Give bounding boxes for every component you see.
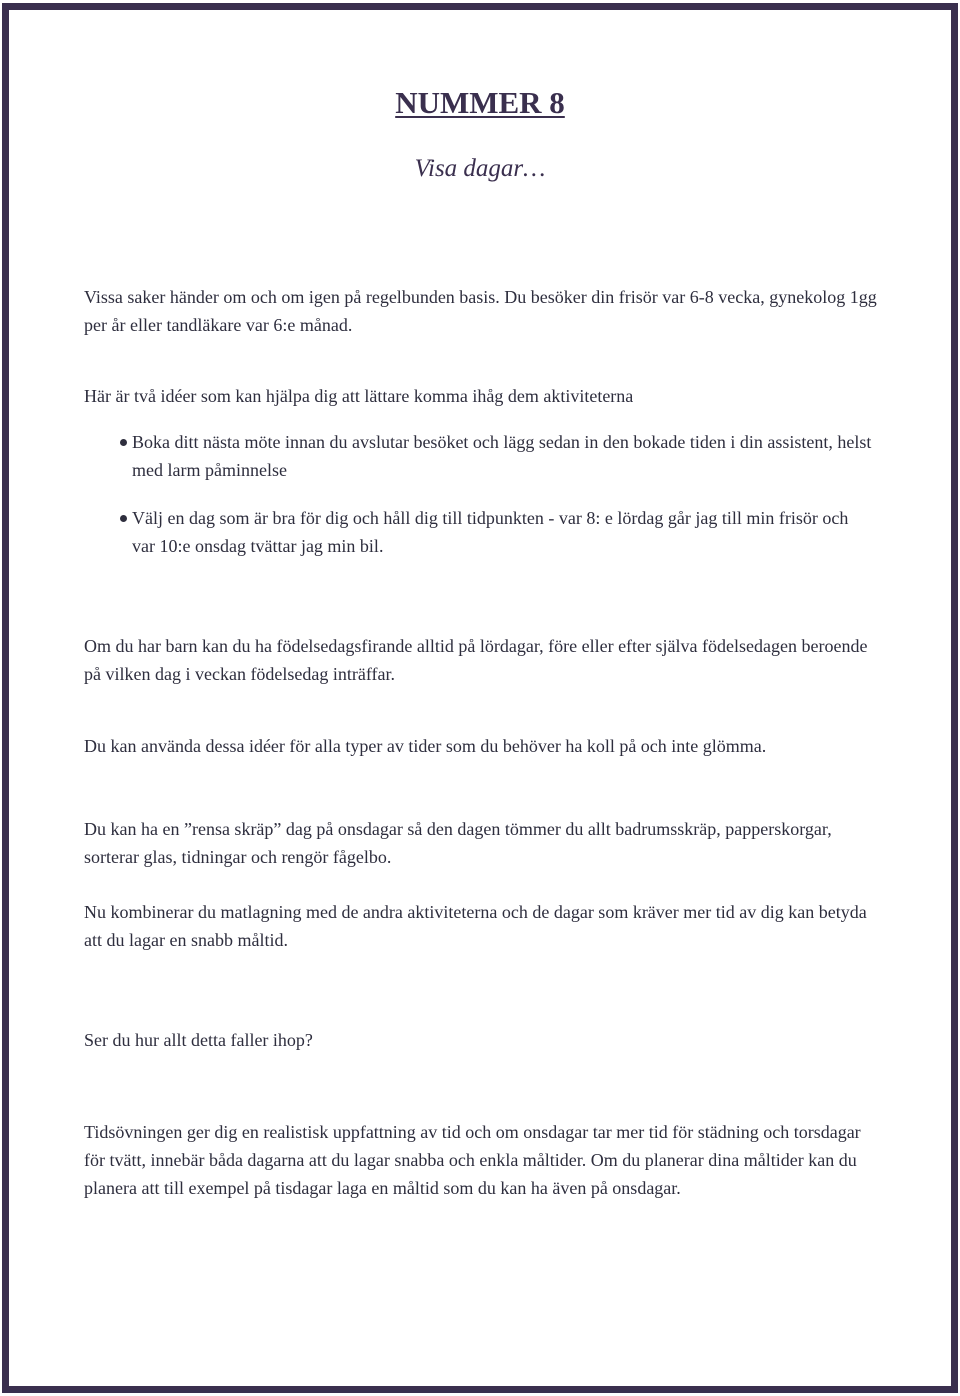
bullet-text-1: Boka ditt nästa möte innan du avslutar besöket och lägg sedan in den bokade tiden i din assistent, helst med larm påminnelse: [132, 432, 872, 480]
paragraph-intro: Vissa saker händer om och om igen på regelbunden basis. Du besöker din frisör var 6-8 vecka, gynekolog 1gg per år eller tandläkare var 6:e månad.: [84, 287, 877, 335]
page-title: [0, 84, 960, 122]
page-title-text: NUMMER 8: [395, 85, 565, 120]
paragraph-birthdays: Om du har barn kan du ha födelsedagsfirande alltid på lördagar, före eller efter själva födelsedagen beroende på vilken dag i veckan födelsedag inträffar.: [84, 636, 868, 684]
paragraph-question: Ser du hur allt detta faller ihop?: [84, 1030, 313, 1050]
list-item: [132, 504, 872, 560]
paragraph-use-ideas: Du kan använda dessa idéer för alla typer av tider som du behöver ha koll på och inte glömma.: [84, 736, 767, 756]
paragraph-clean-day: Du kan ha en ”rensa skräp” dag på onsdagar så den dagen tömmer du allt badrumsskräp, papperskorgar, sorterar glas, tidningar och rengör fågelbo.: [84, 819, 832, 867]
paragraph-conclusion: Tidsövningen ger dig en realistisk uppfattning av tid och om onsdagar tar mer tid för städning och torsdagar för tvätt, innebär båda dagarna att du lagar snabba och enkla måltider. Om du planerar dina måltider kan du planera att till exempel på tisdagar laga en måltid som du kan ha även på onsdagar.: [84, 1122, 861, 1198]
bullet-icon: [120, 515, 127, 522]
bullet-icon: [120, 439, 127, 446]
list-item: [132, 428, 872, 484]
bullet-text-2: Välj en dag som är bra för dig och håll dig till tidpunkten - var 8: e lördag går jag till min frisör och var 10:e onsdag tvättar jag min bil.: [132, 508, 849, 556]
paragraph-cooking: Nu kombinerar du matlagning med de andra aktiviteterna och de dagar som kräver mer tid av dig kan betyda att du lagar en snabb måltid.: [84, 902, 867, 950]
paragraph-ideas-intro: Här är två idéer som kan hjälpa dig att lättare komma ihåg dem aktiviteterna: [84, 386, 634, 406]
page-subtitle: Visa dagar…: [414, 155, 546, 182]
